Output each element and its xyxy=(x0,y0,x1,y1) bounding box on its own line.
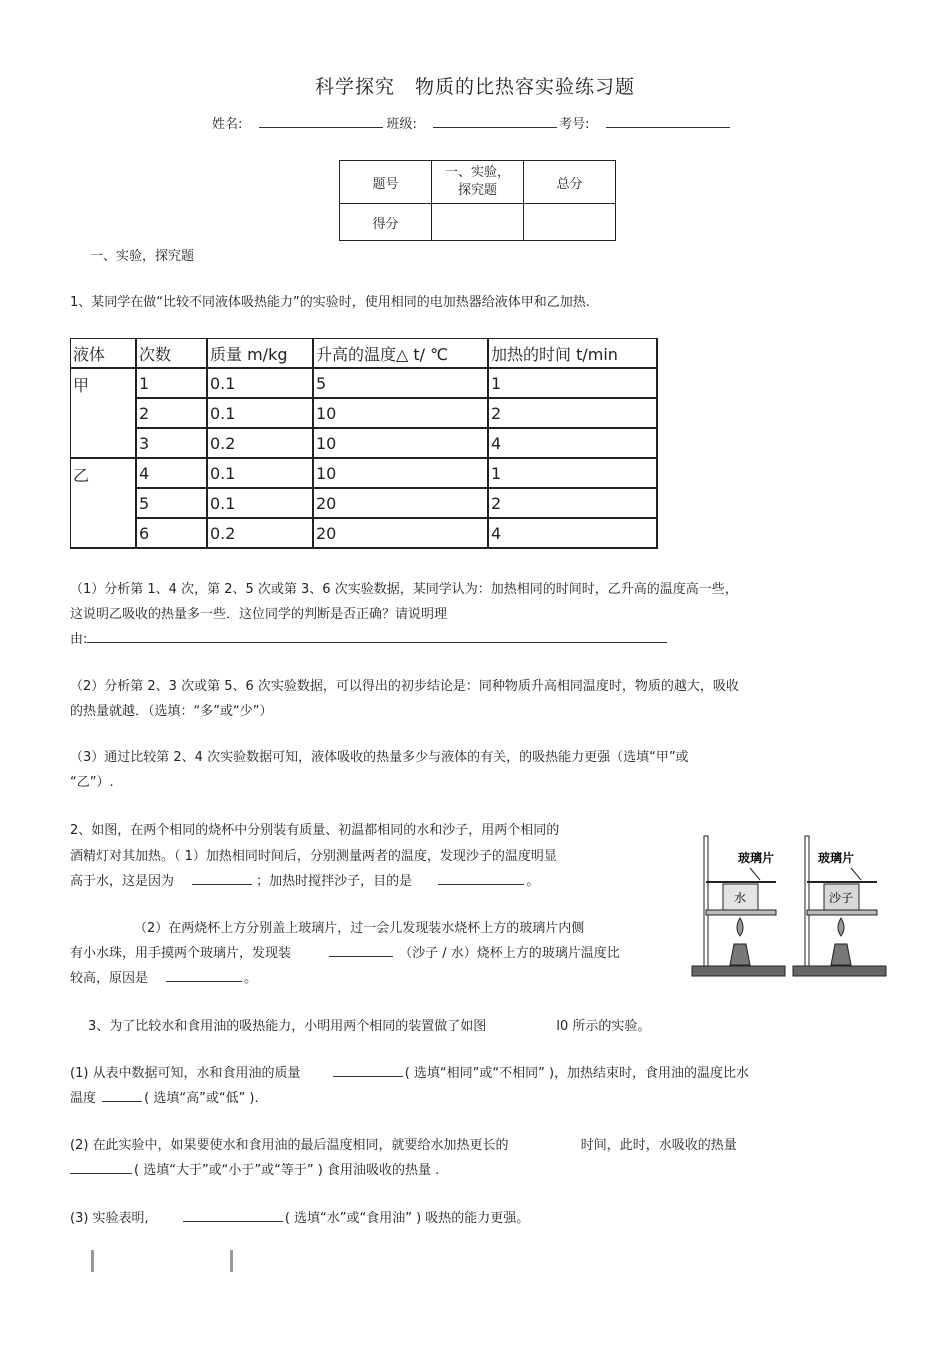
q2-line5a: 有小水珠，用手摸两个玻璃片，发现装 xyxy=(70,946,292,961)
data-cell: 0.1 xyxy=(207,368,313,398)
q3-intro-a: 3、为了比较水和食用油的吸热能力，小明用两个相同的装置做了如图 xyxy=(88,1019,487,1034)
q2-line4: （2）在两烧杯上方分别盖上玻璃片，过一会儿发现装水烧杯上方的玻璃片内侧 xyxy=(134,921,585,936)
q3-stronger-blank[interactable] xyxy=(183,1209,283,1222)
data-cell: 0.2 xyxy=(207,518,313,548)
data-cell: 4 xyxy=(136,458,207,488)
q3-p2-line1b: 时间，此时，水吸收的热量 xyxy=(580,1138,737,1153)
q1-p1-line3: 由: xyxy=(70,632,88,647)
data-cell: 20 xyxy=(313,488,488,518)
liquid-cell: 乙 xyxy=(71,458,137,548)
figure-fragment-right xyxy=(230,1250,233,1272)
q2-line6b: 。 xyxy=(244,971,258,986)
student-info-line xyxy=(212,113,730,132)
glass-label-right: 玻璃片 xyxy=(818,851,855,865)
q2-line5b: （沙子 / 水）烧杯上方的玻璃片温度比 xyxy=(399,946,620,961)
q2-which-blank[interactable] xyxy=(329,944,393,957)
exam-blank[interactable] xyxy=(606,115,730,128)
q3-p1-line2a: 温度 xyxy=(70,1091,97,1106)
name-blank[interactable] xyxy=(259,115,383,128)
data-cell: 1 xyxy=(488,458,657,488)
q3-mass-blank[interactable] xyxy=(333,1064,403,1077)
q2-line3b: ；加热时搅拌沙子，目的是 xyxy=(256,874,413,889)
page-title: 科学探究 物质的比热容实验练习题 xyxy=(314,76,635,98)
alcohol-lamp xyxy=(730,944,750,965)
data-cell: 0.1 xyxy=(207,398,313,428)
class-blank[interactable] xyxy=(433,115,557,128)
heating-apparatus-figure xyxy=(690,832,890,980)
data-cell: 4 xyxy=(488,428,657,458)
q1-p3-line2: “乙”）. xyxy=(70,775,114,790)
data-header-cell: 加热的时间 t/min xyxy=(488,339,657,369)
q3-intro-b: l0 所示的实验。 xyxy=(556,1019,651,1034)
score-total-cell[interactable] xyxy=(524,204,616,241)
data-header-cell: 质量 m/kg xyxy=(207,339,313,369)
q2-line3a: 高于水，这是因为 xyxy=(70,874,175,889)
data-cell: 20 xyxy=(313,518,488,548)
data-cell: 10 xyxy=(313,458,488,488)
q2-line1: 2、如图，在两个相同的烧杯中分别装有质量、初温都相同的水和沙子，用两个相同的 xyxy=(70,823,560,838)
q3-p1-line1a: (1) 从表中数据可知，水和食用油的质量 xyxy=(70,1066,301,1081)
data-cell: 2 xyxy=(136,398,207,428)
q3-heat-blank[interactable] xyxy=(70,1161,132,1174)
q3-p1-line1b: ( 选填“相同”或“不相同” )，加热结束时，食用油的温度比水 xyxy=(404,1066,750,1081)
class-label: 班级: xyxy=(386,117,417,132)
liquid-cell: 甲 xyxy=(71,368,137,458)
gauze xyxy=(706,910,776,915)
score-header-cell: 一、实验， 探究题 xyxy=(432,161,524,204)
exam-label: 考号: xyxy=(559,117,590,132)
q3-p3a: (3) 实验表明, xyxy=(70,1211,149,1226)
q1-p2-line2: 的热量就越．（选填：“多”或“少”） xyxy=(70,704,273,719)
data-cell: 10 xyxy=(313,428,488,458)
flame xyxy=(737,918,743,936)
stand-rod xyxy=(704,836,708,966)
flame xyxy=(838,918,844,936)
data-cell: 0.1 xyxy=(207,458,313,488)
q1-p3-line1: （3）通过比较第 2、4 次实验数据可知，液体吸收的热量多少与液体的有关，的吸热能力更强（选填“甲”或 xyxy=(70,750,689,765)
data-header-cell: 液体 xyxy=(71,339,137,369)
data-cell: 2 xyxy=(488,488,657,518)
data-cell: 5 xyxy=(313,368,488,398)
data-cell: 4 xyxy=(488,518,657,548)
q1-p1-line1: （1）分析第 1、4 次，第 2、5 次或第 3、6 次实验数据，某同学认为：加热相同的时间时，乙升高的温度高一些， xyxy=(70,582,738,597)
q3-temp-blank[interactable] xyxy=(102,1089,142,1102)
score-table xyxy=(339,160,616,241)
data-header-cell: 升高的温度△ t/ ℃ xyxy=(313,339,488,369)
alcohol-lamp xyxy=(831,944,851,965)
score-row-label: 得分 xyxy=(340,204,432,241)
name-label: 姓名: xyxy=(212,117,243,132)
data-cell: 0.1 xyxy=(207,488,313,518)
data-cell: 6 xyxy=(136,518,207,548)
data-cell: 0.2 xyxy=(207,428,313,458)
q1-data-table xyxy=(70,338,658,549)
data-cell: 5 xyxy=(136,488,207,518)
q2-reason-blank[interactable] xyxy=(192,872,252,885)
pointer-line xyxy=(851,868,861,880)
q2-line3c: 。 xyxy=(526,874,540,889)
q3-p1-line2b: ( 选填“高”或“低” ). xyxy=(144,1091,259,1106)
q1-p1-line2: 这说明乙吸收的热量多一些．这位同学的判断是否正确？请说明理 xyxy=(70,607,448,622)
data-cell: 3 xyxy=(136,428,207,458)
q1-p2-line1: （2）分析第 2、3 次或第 5、6 次实验数据，可以得出的初步结论是：同种物质升高相同温度时，物质的越大，吸收 xyxy=(70,679,739,694)
data-cell: 10 xyxy=(313,398,488,428)
beaker-label-sand: 沙子 xyxy=(829,891,854,905)
q1-intro: 1、某同学在做“比较不同液体吸热能力”的实验时，使用相同的电加热器给液体甲和乙加热. xyxy=(70,295,590,310)
data-cell: 1 xyxy=(488,368,657,398)
q2-line6a: 较高，原因是 xyxy=(70,971,149,986)
score-header-cell: 总分 xyxy=(524,161,616,204)
pointer-line xyxy=(750,868,760,880)
stand-base xyxy=(692,966,785,976)
q2-purpose-blank[interactable] xyxy=(438,872,524,885)
section-title: 一、实验，探究题 xyxy=(90,249,195,264)
q3-p2-line2b: ( 选填“大于”或“小于”或“等于” ) 食用油吸收的热量 . xyxy=(134,1163,440,1178)
stand-rod xyxy=(805,836,809,966)
glass-label-left: 玻璃片 xyxy=(738,851,775,865)
data-header-cell: 次数 xyxy=(136,339,207,369)
stand-base xyxy=(793,966,886,976)
q3-p3b: ( 选填“水”或“食用油” ) 吸热的能力更强。 xyxy=(284,1211,530,1226)
q2-cause-blank[interactable] xyxy=(166,969,242,982)
q3-p2-line1a: (2) 在此实验中，如果要使水和食用油的最后温度相同，就要给水加热更长的 xyxy=(70,1138,509,1153)
left-apparatus xyxy=(692,836,785,976)
data-cell: 2 xyxy=(488,398,657,428)
right-apparatus xyxy=(793,836,886,976)
score-header-cell: 题号 xyxy=(340,161,432,204)
data-cell: 1 xyxy=(136,368,207,398)
score-input-cell[interactable] xyxy=(432,204,524,241)
beaker-label-water: 水 xyxy=(734,891,747,905)
figure-fragment-left xyxy=(91,1250,94,1272)
q2-line2: 酒精灯对其加热。（ 1）加热相同时间后，分别测量两者的温度，发现沙子的温度明显 xyxy=(70,849,557,864)
q1-reason-blank[interactable] xyxy=(87,630,667,643)
gauze xyxy=(807,910,877,915)
